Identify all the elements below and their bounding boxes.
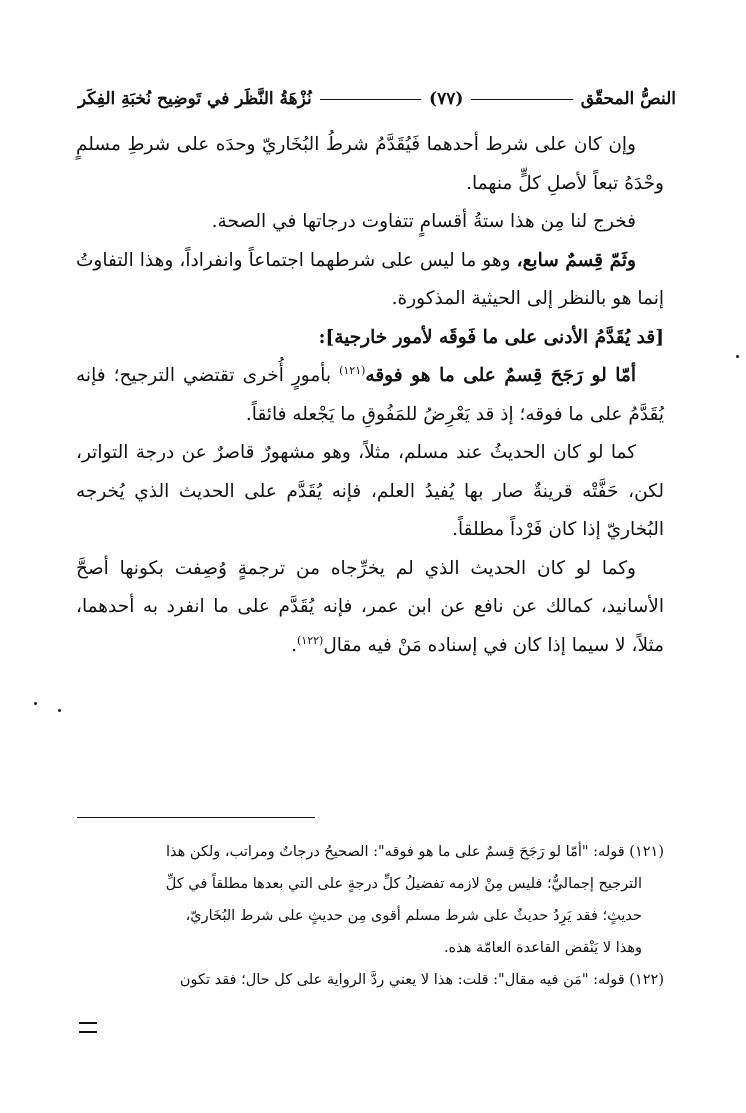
header-rule-left bbox=[320, 99, 421, 100]
footnote-separator bbox=[77, 817, 315, 818]
main-text bbox=[76, 126, 664, 665]
paragraph-4-bold: أمّا لو رَجَحَ قِسمٌ على ما هو فوقه bbox=[365, 365, 636, 386]
section-heading: [قد يُقَدَّمُ الأدنى على ما فَوقَه لأمور خارجية]: bbox=[318, 326, 664, 348]
book-title: نُزْهَةُ النَّظَر في تَوضِيح نُخبَةِ الفِكَر bbox=[78, 89, 312, 109]
footnote-122-number: (١٢٢) bbox=[629, 972, 664, 988]
paragraph-6-text: وكما لو كان الحديث الذي لم يخرِّجاه من ترجمةٍ وُصِفت بكونها أصحَّ الأسانيد، كمالك عن نافع عن ابن عمر، فإنه يُقَدَّم على ما انفرد به أحدهما، مثلاً، لا سيما إذا كان في إسناده مَنْ فيه مقال bbox=[76, 557, 664, 656]
footnote-121 bbox=[76, 836, 664, 868]
page-number: (٧٧) bbox=[429, 89, 464, 109]
footnote-122-text: قوله: "مَن فيه مقال": قلت: هذا لا يعني ردَّ الرواية على كل حال؛ فقد تكون bbox=[179, 972, 630, 988]
paragraph-6 bbox=[76, 550, 664, 666]
header-rule-right bbox=[471, 99, 572, 100]
continuation-mark bbox=[79, 1022, 97, 1033]
paragraph-3-text: وهو ما ليس على شرطهما اجتماعاً وانفراداً، وهذا التفاوتُ إنما هو بالنظر إلى الحيثية المذكورة. bbox=[76, 249, 664, 309]
paragraph-1: وإن كان على شرط أحدهما فَيُقَدَّمُ شرطُ البُخَاريّ وحدَه على شرطِ مسلمٍ وحْدَهُ تبعاً لأصلِ كلٍّ منهما. bbox=[76, 134, 664, 194]
paragraph-3-bold: وثَمّ قِسمٌ سابع، bbox=[516, 249, 636, 271]
paragraph-6-end: . bbox=[291, 634, 297, 656]
running-header bbox=[78, 84, 676, 114]
footnote-121-line-2: الترجيح إجماليٌّ؛ فليس مِنْ لازمه تفضيلُ كلِّ درجةٍ على التي بعدها مطلقاً في كلِّ bbox=[165, 876, 642, 892]
paragraph-4-text: بأمورٍ أُخرى تقتضي الترجيح؛ فإنه يُقَدَّمُ على ما فوقه؛ إذ قد يَعْرِضُ للمَفُوقِ ما يَجْعله فائقاً. bbox=[76, 365, 664, 425]
footnote-ref-121[interactable]: (١٢١) bbox=[339, 363, 366, 377]
paragraph-4 bbox=[76, 357, 664, 434]
paragraph-3 bbox=[76, 242, 664, 319]
paragraph-2: فخرج لنا مِن هذا ستةُ أقسامٍ تتفاوت درجاتها في الصحة. bbox=[211, 211, 636, 232]
paragraph-5: كما لو كان الحديثُ عند مسلم، مثلاً، وهو مشهورٌ قاصرٌ عن درجة التواتر، لكن، حَفَّتْه قرينةٌ صار بها يُفيدُ العلم، فإنه يُقَدَّم على الحديث الذي يُخرجه البُخاريّ إذا كان فَرْداً مطلقاً. bbox=[76, 442, 664, 540]
footnote-121-number: (١٢١) bbox=[629, 844, 664, 860]
footnote-121-text: قوله: "أمّا لو رَجَحَ قِسمٌ على ما هو فوقه": الصحيحُ درجاتٌ ومراتب، ولكن هذا bbox=[165, 844, 630, 860]
footnotes bbox=[76, 836, 664, 996]
footnote-121-line-4: وهذا لا يَنْقض القاعدة العامّة هذه. bbox=[443, 940, 642, 956]
scan-speck bbox=[58, 709, 61, 712]
footnote-121-line-3: حديثٍ؛ فقد يَرِدُ حديثٌ على شرط مسلم أقوى مِن حديثٍ على شرط البُخَاريّ، bbox=[185, 908, 642, 924]
scan-speck bbox=[34, 702, 37, 705]
footnote-ref-122[interactable]: (١٢٢) bbox=[296, 633, 324, 647]
section-title: النصُّ المحقّق bbox=[580, 89, 676, 109]
footnote-122 bbox=[76, 964, 664, 996]
scan-speck bbox=[736, 355, 739, 358]
